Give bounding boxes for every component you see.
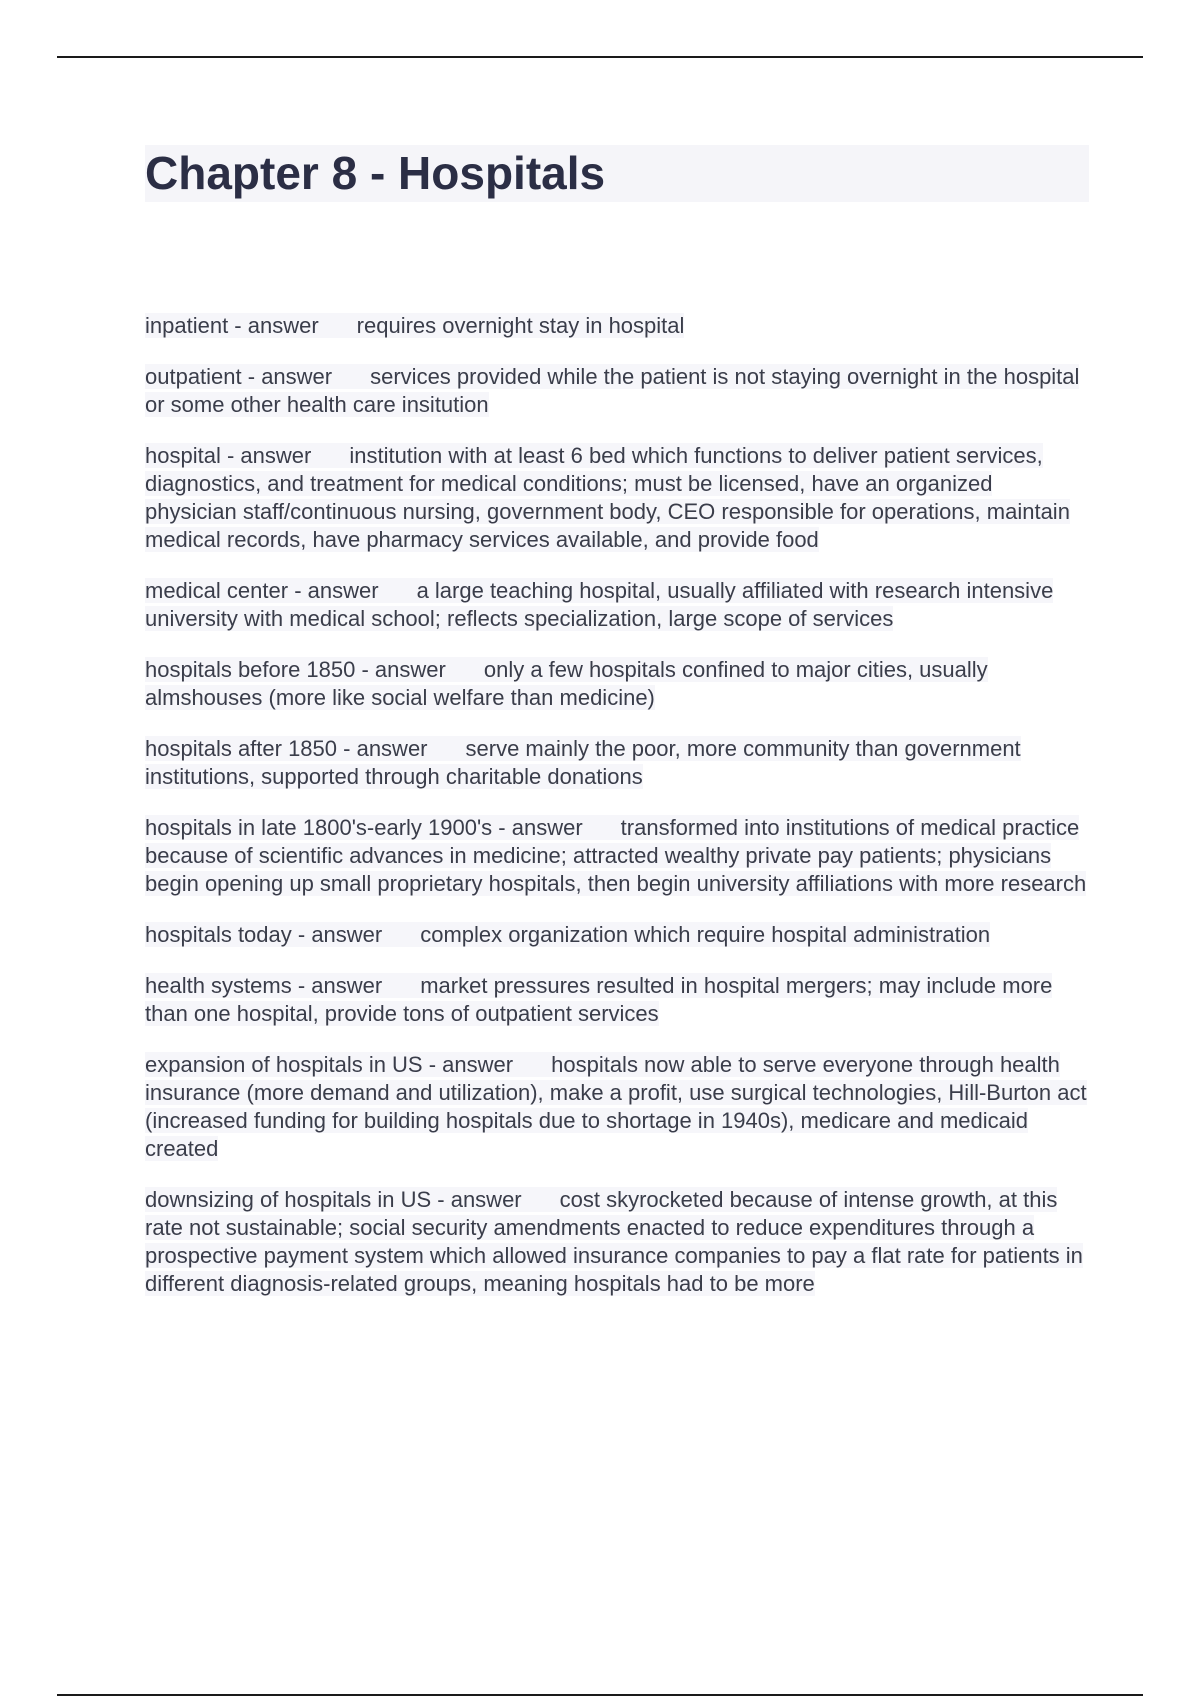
card-separator: - answer [291, 922, 383, 947]
flashcard [145, 1051, 1089, 1163]
card-separator: - answer [355, 657, 446, 682]
card-term: hospitals in late 1800's-early 1900's [145, 815, 493, 840]
card-term: hospitals today [145, 922, 292, 947]
card-separator: - answer [288, 578, 379, 603]
card-definition: transformed into institutions of medical practice because of scientific advances in medicine; attracted wealthy private pay patients; physicians begin opening up small proprietary hospitals, then begin university affiliations with more research [145, 815, 1087, 896]
card-separator: - answer [220, 443, 312, 468]
flashcard [145, 577, 1089, 633]
card-definition: institution with at least 6 bed which functions to deliver patient services, diagnostics, and treatment for medical conditions; must be licensed, have an organized physician staff/continuous nursing, government body, CEO responsible for operations, maintain medical records, have pharmacy services available, and provide food [145, 443, 1070, 552]
flashcard [145, 363, 1089, 419]
card-term: health systems [145, 973, 292, 998]
card-definition: requires overnight stay in hospital [356, 313, 685, 338]
flashcard [145, 972, 1089, 1028]
flashcard [145, 921, 1089, 949]
card-term: hospitals after 1850 [145, 736, 338, 761]
card-separator: - answer [422, 1052, 514, 1077]
card-separator: - answer [241, 364, 333, 389]
bottom-rule [57, 1694, 1143, 1696]
card-definition: hospitals now able to serve everyone through health insurance (more demand and utilization), make a profit, use surgical technologies, Hill-Burton act (increased funding for building hospitals due to shortage in 1940s), medicare and medicaid created [145, 1052, 1087, 1161]
card-separator: - answer [492, 815, 583, 840]
card-definition: serve mainly the poor, more community than government institutions, supported through charitable donations [145, 736, 1021, 789]
title-bar [145, 145, 1089, 202]
flashcard [145, 442, 1089, 554]
top-rule [57, 56, 1143, 58]
flashcard [145, 814, 1089, 898]
card-term: downsizing of hospitals in US [145, 1187, 432, 1212]
card-separator: - answer [291, 973, 383, 998]
card-definition: complex organization which require hospital administration [420, 922, 991, 947]
card-definition: a large teaching hospital, usually affiliated with research intensive university with medical school; reflects specialization, large scope of services [145, 578, 1054, 631]
card-definition: market pressures resulted in hospital mergers; may include more than one hospital, provide tons of outpatient services [145, 973, 1053, 1026]
card-term: hospital [145, 443, 221, 468]
card-term: hospitals before 1850 [145, 657, 356, 682]
card-separator: - answer [337, 736, 428, 761]
card-definition: only a few hospitals confined to major cities, usually almshouses (more like social welfare than medicine) [145, 657, 988, 710]
page-title: Chapter 8 - Hospitals [145, 147, 606, 199]
card-term: inpatient [145, 313, 229, 338]
card-definition: services provided while the patient is not staying overnight in the hospital or some other health care insitution [145, 364, 1080, 417]
card-separator: - answer [228, 313, 319, 338]
card-term: medical center [145, 578, 289, 603]
card-separator: - answer [431, 1187, 522, 1212]
flashcard [145, 656, 1089, 712]
flashcard-list [145, 312, 1089, 1298]
card-term: expansion of hospitals in US [145, 1052, 423, 1077]
card-definition: cost skyrocketed because of intense growth, at this rate not sustainable; social security amendments enacted to reduce expenditures through a prospective payment system which allowed insurance companies to pay a flat rate for patients in different diagnosis-related groups, meaning hospitals had to be more [145, 1187, 1083, 1296]
flashcard [145, 1186, 1089, 1298]
page-content [145, 145, 1089, 1298]
flashcard [145, 735, 1089, 791]
card-term: outpatient [145, 364, 242, 389]
flashcard [145, 312, 1089, 340]
